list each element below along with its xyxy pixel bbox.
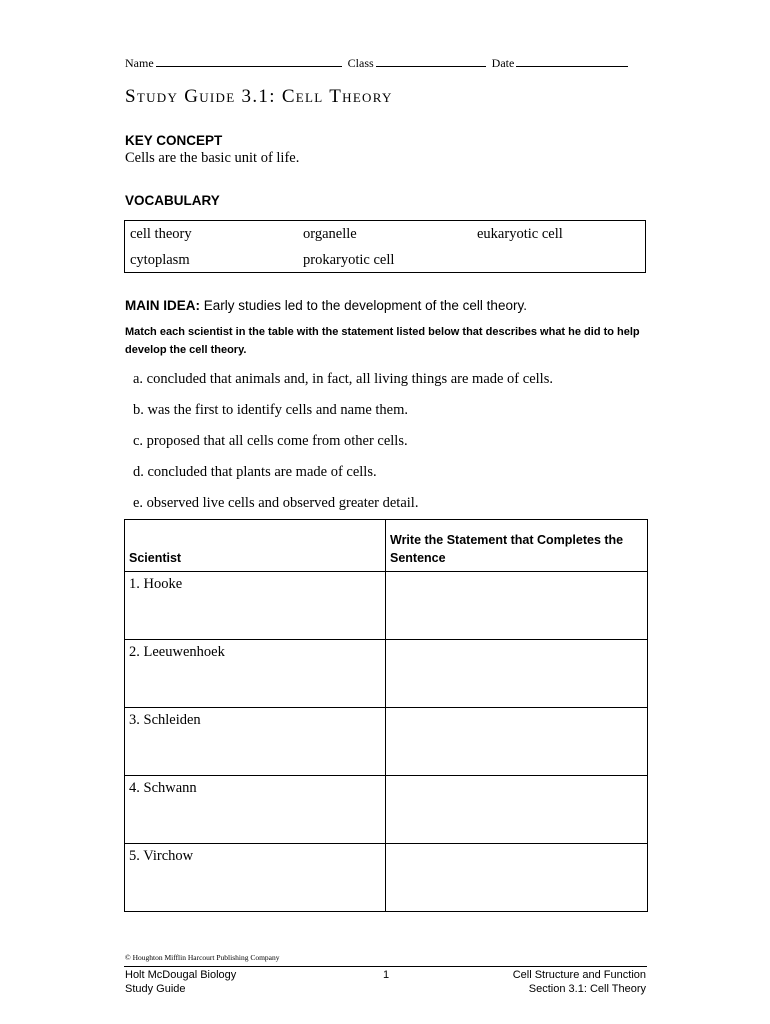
vocab-term: cell theory (130, 226, 192, 242)
table-header-row (125, 520, 648, 572)
class-blank[interactable] (376, 56, 486, 67)
statement-c: c. proposed that all cells come from other cells. (133, 433, 408, 449)
footer-left (125, 968, 236, 996)
vocabulary-heading: VOCABULARY (125, 193, 220, 208)
main-idea (125, 298, 527, 313)
footer-divider (124, 966, 647, 967)
footer-chapter: Cell Structure and Function (512, 969, 646, 981)
vocab-term: organelle (303, 226, 357, 242)
date-label: Date (491, 56, 515, 70)
matching-table (124, 519, 648, 912)
table-row (125, 572, 648, 640)
statement-e: e. observed live cells and observed greater detail. (133, 495, 419, 511)
table-row (125, 776, 648, 844)
answer-cell[interactable] (386, 776, 648, 844)
statement-b: b. was the first to identify cells and name them. (133, 402, 409, 418)
vocab-term: eukaryotic cell (477, 226, 563, 242)
footer-book-title: Holt McDougal Biology (125, 969, 237, 981)
main-idea-label: MAIN IDEA: (125, 298, 200, 313)
instructions: Match each scientist in the table with the statement listed below that describes what he did to help develop the cell theory. (125, 326, 640, 356)
scientist-cell: 5. Virchow (125, 844, 386, 912)
name-label: Name (125, 56, 154, 70)
page-number: 1 (383, 969, 390, 981)
statement-column-header: Write the Statement that Completes the Sentence (386, 520, 648, 572)
answer-cell[interactable] (386, 708, 648, 776)
scientist-cell: 4. Schwann (125, 776, 386, 844)
footer-book-subtitle: Study Guide (125, 983, 186, 995)
main-idea-text: Early studies led to the development of the cell theory. (203, 298, 527, 313)
statement-d: d. concluded that plants are made of cells. (133, 464, 377, 480)
table-row (125, 708, 648, 776)
date-blank[interactable] (516, 56, 628, 67)
key-concept-text: Cells are the basic unit of life. (125, 150, 300, 166)
class-label: Class (347, 56, 374, 70)
answer-cell[interactable] (386, 640, 648, 708)
scientist-cell: 3. Schleiden (125, 708, 386, 776)
vocabulary-box (124, 220, 646, 273)
scientist-cell: 1. Hooke (125, 572, 386, 640)
answer-cell[interactable] (386, 572, 648, 640)
header-fields (125, 56, 665, 71)
scientist-cell: 2. Leeuwenhoek (125, 640, 386, 708)
key-concept-heading: KEY CONCEPT (125, 133, 223, 148)
answer-cell[interactable] (386, 844, 648, 912)
table-row (125, 640, 648, 708)
copyright-notice: © Houghton Mifflin Harcourt Publishing Company (125, 953, 280, 962)
page-title: Study Guide 3.1: Cell Theory (125, 86, 393, 107)
statement-a: a. concluded that animals and, in fact, all living things are made of cells. (133, 371, 553, 387)
scientist-column-header: Scientist (125, 520, 386, 572)
footer-section: Section 3.1: Cell Theory (528, 983, 646, 995)
name-blank[interactable] (156, 56, 342, 67)
footer-right (513, 968, 646, 996)
table-row (125, 844, 648, 912)
vocab-term: prokaryotic cell (303, 252, 395, 268)
vocab-term: cytoplasm (130, 252, 190, 268)
